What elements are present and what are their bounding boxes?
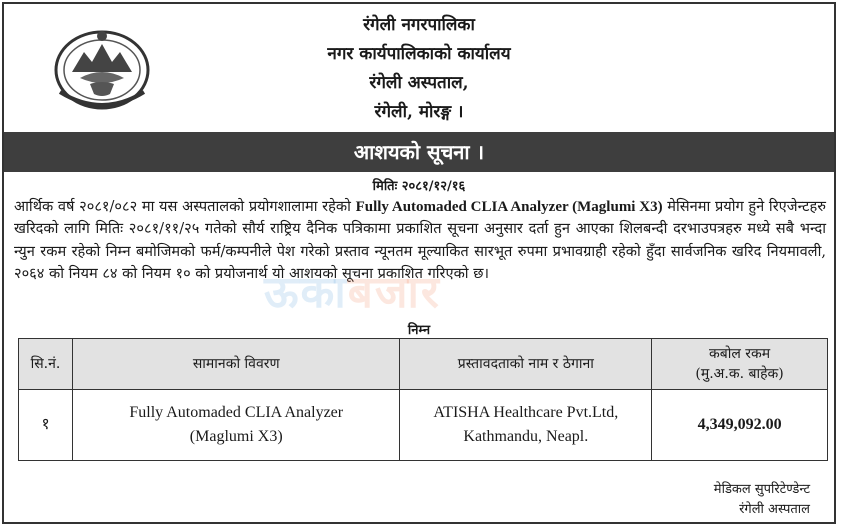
signatory-title: मेडिकल सुपरिटेण्डेन्ट <box>713 482 810 497</box>
cell-amount: 4,349,092.00 <box>652 390 828 461</box>
cell-item: Fully Automaded CLIA Analyzer (Maglumi X3) <box>72 390 400 461</box>
signature-block <box>714 480 810 520</box>
office-name: नगर कार्यपालिकाको कार्यालय <box>327 44 511 64</box>
cell-sn: १ <box>19 390 73 461</box>
header-bidder: प्रस्तावदताको नाम र ठेगाना <box>400 339 652 390</box>
bid-table <box>18 338 828 461</box>
table-row <box>19 390 828 461</box>
table-header-row <box>19 339 828 390</box>
paragraph-part-c: मेसिनमा प्रयोग हुने रिएजेन्टहरु खरिदको लागि मितिः २०८१/११/२५ गतेको सौर्य राष्ट्रिय दैनिक पत्रिकामा प्रकाशित सूचना अनुसार दर्ता हुन आएका शिलबन्दी दरभाउपत्रहरु मध्ये सबै भन्दा न्युन रकम रहेको निम्न बमोजिमको फर्म/कम्पनीले पेश गरेको प्रस्ताव न्यूनतम मूल्याकित सारभूत रुपमा प्रभावग्राही रहेको हुँदा सार्वजनिक खरिद नियमावली, २०६४ को नियम ८४ को नियम १० को प्रयोजनार्थ यो आशयको सूचना प्रकाशित गरिएको छ। <box>14 198 826 282</box>
signatory-office: रंगेली अस्पताल <box>739 502 810 517</box>
cell-bidder: ATISHA Healthcare Pvt.Ltd, Kathmandu, Neapl. <box>400 390 652 461</box>
watermark: ऊकाबजार <box>264 267 441 318</box>
municipality-name: रंगेली नगरपालिका <box>363 15 475 35</box>
hospital-name: रंगेली अस्पताल, <box>369 73 469 93</box>
notice-paragraph <box>14 196 826 285</box>
paragraph-part-a: आर्थिक वर्ष २०८१/०८२ मा यस अस्पतालको प्रयोगशालामा रहेको <box>14 198 356 215</box>
notice-date: मितिः २०८१/१२/१६ <box>372 179 466 194</box>
letterhead <box>4 4 834 132</box>
header-amount: कबोल रकम (मु.अ.क. बाहेक) <box>652 339 828 390</box>
notice-frame <box>2 2 836 524</box>
equipment-name: Fully Automaded CLIA Analyzer (Maglumi X3) <box>355 199 663 215</box>
address: रंगेली, मोरङ्ग । <box>374 102 464 122</box>
notice-title: आशयको सूचना । <box>4 132 834 172</box>
header-sn: सि.नं. <box>19 339 73 390</box>
table-caption: निम्न <box>407 323 431 338</box>
header-item: सामानको विवरण <box>72 339 400 390</box>
